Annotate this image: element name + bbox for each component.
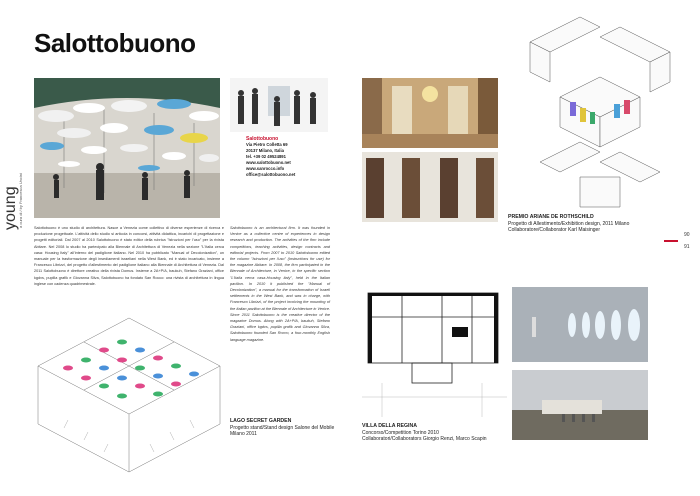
caption-villa-title: VILLA DELLA REGINA [362, 423, 417, 429]
contact-website: www.salottobuono.net [246, 160, 291, 165]
contact-address: Via Pietro Colletta 69 [246, 142, 288, 147]
contact-email: office@salottobuono.net [246, 172, 296, 177]
contact-city: 20137 Milano, Italia [246, 148, 284, 153]
caption-villa-line1: Concorso/Competition Torino 2010 [362, 429, 439, 436]
caption-villa-line2: Collaboratori/Collaborators Giorgio Renzi, Marco Scapin [362, 436, 487, 442]
caption-lago [230, 418, 350, 438]
premio-exhibition-drawing [520, 12, 685, 212]
caption-villa [362, 423, 512, 443]
section-sidebar [2, 173, 26, 300]
page-number-left: 90 [684, 232, 690, 238]
team-photo [230, 78, 328, 132]
caption-lago-line1: Progetto stand/Stand design Salone del Mobile [230, 424, 335, 431]
villa-corridor-photo [362, 152, 498, 222]
section-byline: a cura di / by Francesca Uncini [18, 173, 23, 228]
lago-garden-drawing [34, 316, 224, 476]
contact-phone: tel. +39 02 49524891 [246, 154, 286, 159]
contact-website-2: www.sanrocco.info [246, 166, 285, 171]
page-number-right: 91 [684, 244, 690, 250]
villa-plan-drawing [362, 287, 507, 422]
body-text-english: Salottobuono is an architectural firm. It was founded in Venice as a collective centre of experiences in design research and production. The activities of the firm include competitions, teaching activities, design contracts and editorial projects. From 2007 to 2010 Salottobuono edited the column "Istruzioni per l'uso" (Instructions for use) for the magazine Abitare. In 2008, the firm participated in the Biennale of Architecture, in Venice, in the specific section "L'Italia cerca casa-Housing Italy", held in the Italian pavilion. In 2010 it published the "Manual of Decolonization", a manual for the transformation of Israeli settlements in the West Bank, and was in charge, with Francesco Librizzi, of the project involving the mounting of the Italian pavilion at the Biennale of Architecture in Venice. Since 2011 Salottobuono is the creative director of the magazine Domus. Along with 2A+P/A, baukuh, Stefano Graziani, office kgdvs, pupilla grafik and Giovanna Silva, Salottobuono founded San Rocco, a four-monthly English language magazine. [230, 226, 330, 342]
contact-block [246, 136, 341, 178]
exhibition-photo [34, 78, 220, 218]
caption-premio-title: PREMIO ARIANE DE ROTHSCHILD [508, 214, 594, 220]
caption-premio-line2: Collaboratore/Collaborator Karl Maisinger [508, 227, 600, 233]
contact-name: Salottobuono [246, 136, 279, 142]
section-label: young [2, 186, 19, 230]
caption-premio-line1: Progetto di Allestimento/Exhibition design, 2011 Milano [508, 220, 630, 227]
villa-interior-photo [362, 78, 498, 148]
caption-lago-title: LAGO SECRET GARDEN [230, 418, 292, 424]
villa-render-exterior [512, 370, 648, 440]
page-marker [664, 240, 678, 242]
caption-lago-line2: Milano 2011 [230, 431, 257, 437]
body-text-italian: Salottobuono è uno studio di architettura. Nasce a Venezia come collettivo di diverse esperienze di ricerca e produzione progettuale. L'attività dello studio si articola in concorsi, attività didattica, incarichi di progettazione e progetti editoriali. Dal 2007 al 2010 Salottobuono è stato editor della rubrica "Istruzioni per l'uso" per la rivista Abitare. Nel 2008 lo studio ha partecipato alla Biennale di Architettura di Venezia nella sezione "L'Italia cerca casa: Housing Italy" all'interno del padiglione italiano. Nel 2010 ha pubblicato "Manual of Decolonization", un manuale per la trasformazione degli insediamenti israeliani nella West Bank, ed è stato incaricato, insieme a Francesco Librizzi, del progetto d'allestimento del padiglione italiano alla Biennale di Architettura di Venezia. Dal 2011 Salottobuono è direttore creativo della rivista Domus. Insieme a 2A+P/A, baukuh, Stefano Graziani, office kgdvs, pupilla grafik e Giovanna Silva, Salottobuono ha fondato San Rocco: una rivista di architettura in lingua inglese con cadenza quadrimestrale. [34, 226, 224, 286]
caption-premio [508, 214, 658, 234]
villa-render-interior [512, 287, 648, 362]
page-title: Salottobuono [34, 28, 196, 58]
